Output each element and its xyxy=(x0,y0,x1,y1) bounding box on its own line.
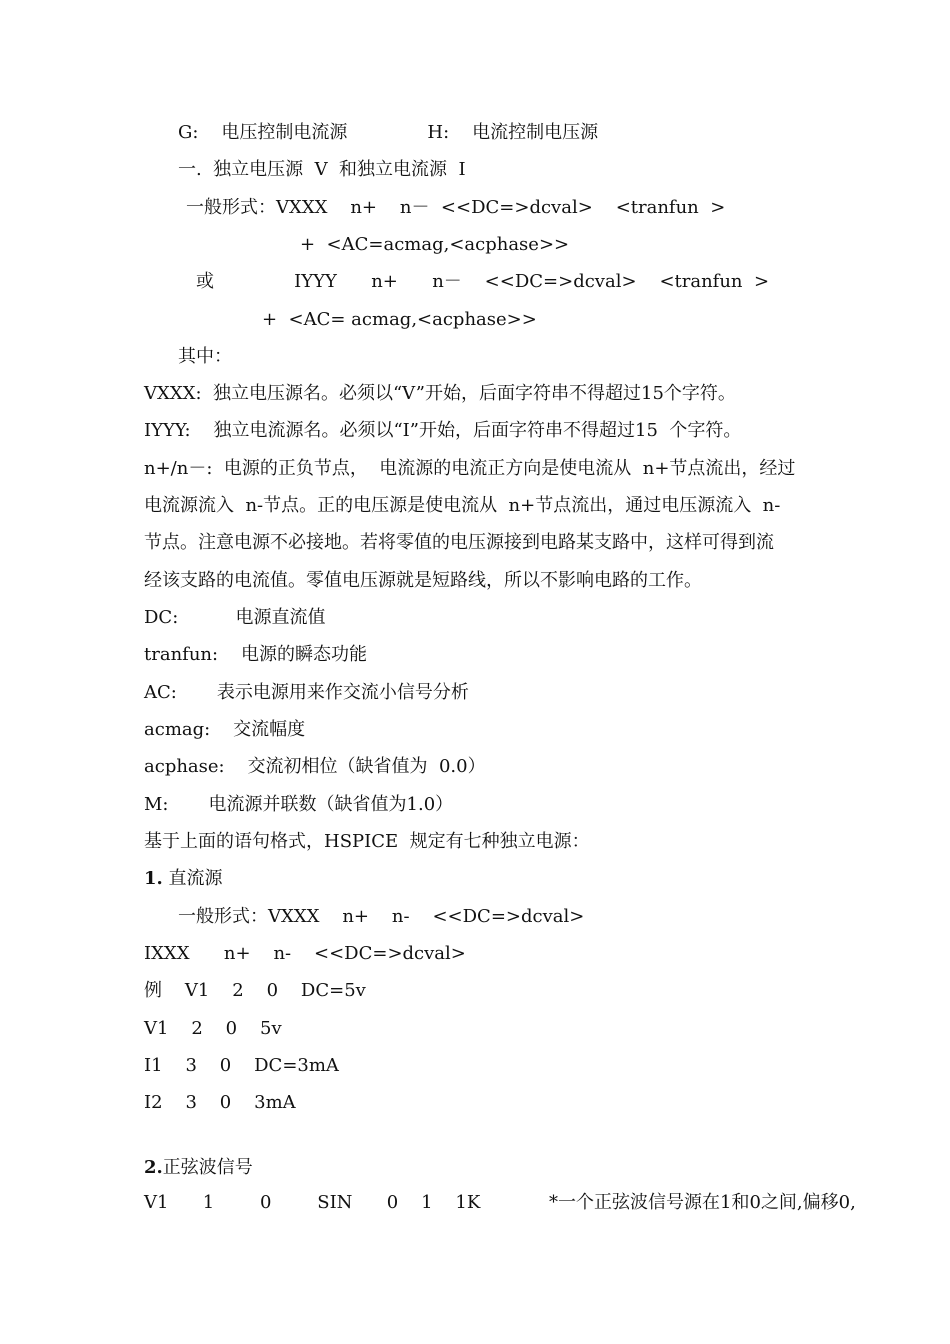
text-line: DC: 电源直流值 xyxy=(144,607,326,628)
section-number: 1. xyxy=(144,868,163,889)
text-line: M: 电流源并联数（缺省值为1.0） xyxy=(144,794,454,815)
text-line: I2 3 0 3mA xyxy=(144,1092,296,1113)
text-line: 电流源流入 n-节点。正的电压源是使电流从 n+节点流出，通过电压源流入 n- xyxy=(144,495,781,516)
text-line: 一般形式：VXXX n+ n- <<DC=>dcval> xyxy=(178,906,585,927)
text-line: VXXX: 独立电压源名。必须以“V”开始，后面字符串不得超过15个字符。 xyxy=(144,383,736,404)
text-line: AC: 表示电源用来作交流小信号分析 xyxy=(144,682,469,703)
text-line: 例 V1 2 0 DC=5v xyxy=(144,980,366,1001)
section-heading xyxy=(144,868,223,890)
text-line: 或 IYYY n+ n－ <<DC=>dcval> <tranfun > xyxy=(196,271,770,292)
section-title: 正弦波信号 xyxy=(162,1157,253,1178)
text-line: IXXX n+ n- <<DC=>dcval> xyxy=(144,943,466,964)
text-line: 基于上面的语句格式，HSPICE 规定有七种独立电源： xyxy=(144,831,590,852)
text-line: V1 1 0 SIN 0 1 1K *一个正弦波信号源在1和0之间,偏移0, xyxy=(144,1192,856,1213)
section-heading xyxy=(144,1157,253,1179)
section-number: 2. xyxy=(144,1157,163,1178)
text-line: V1 2 0 5v xyxy=(144,1018,282,1039)
text-line: n+/n－: 电源的正负节点， 电流源的电流正方向是使电流从 n+节点流出，经过 xyxy=(144,458,796,479)
text-line: 一般形式：VXXX n+ n－ <<DC=>dcval> <tranfun > xyxy=(186,197,726,218)
text-line: tranfun: 电源的瞬态功能 xyxy=(144,644,367,665)
text-line: G: 电压控制电流源 H: 电流控制电压源 xyxy=(178,122,599,143)
text-line: acphase: 交流初相位（缺省值为 0.0） xyxy=(144,756,486,777)
text-line: 经该支路的电流值。零值电压源就是短路线，所以不影响电路的工作。 xyxy=(144,570,702,591)
text-line: I1 3 0 DC=3mA xyxy=(144,1055,339,1076)
text-line: IYYY: 独立电流源名。必须以“I”开始，后面字符串不得超过15 个字符。 xyxy=(144,420,742,441)
text-line: + <AC= acmag,<acphase>> xyxy=(262,309,537,330)
section-title: 直流源 xyxy=(162,868,223,889)
text-line: 其中： xyxy=(178,346,232,367)
section-heading: 一. 独立电压源 V 和独立电流源 I xyxy=(178,159,466,180)
text-line: acmag: 交流幅度 xyxy=(144,719,306,740)
text-line: + <AC=acmag,<acphase>> xyxy=(300,234,570,255)
text-line: 节点。注意电源不必接地。若将零值的电压源接到电路某支路中，这样可得到流 xyxy=(144,532,774,553)
